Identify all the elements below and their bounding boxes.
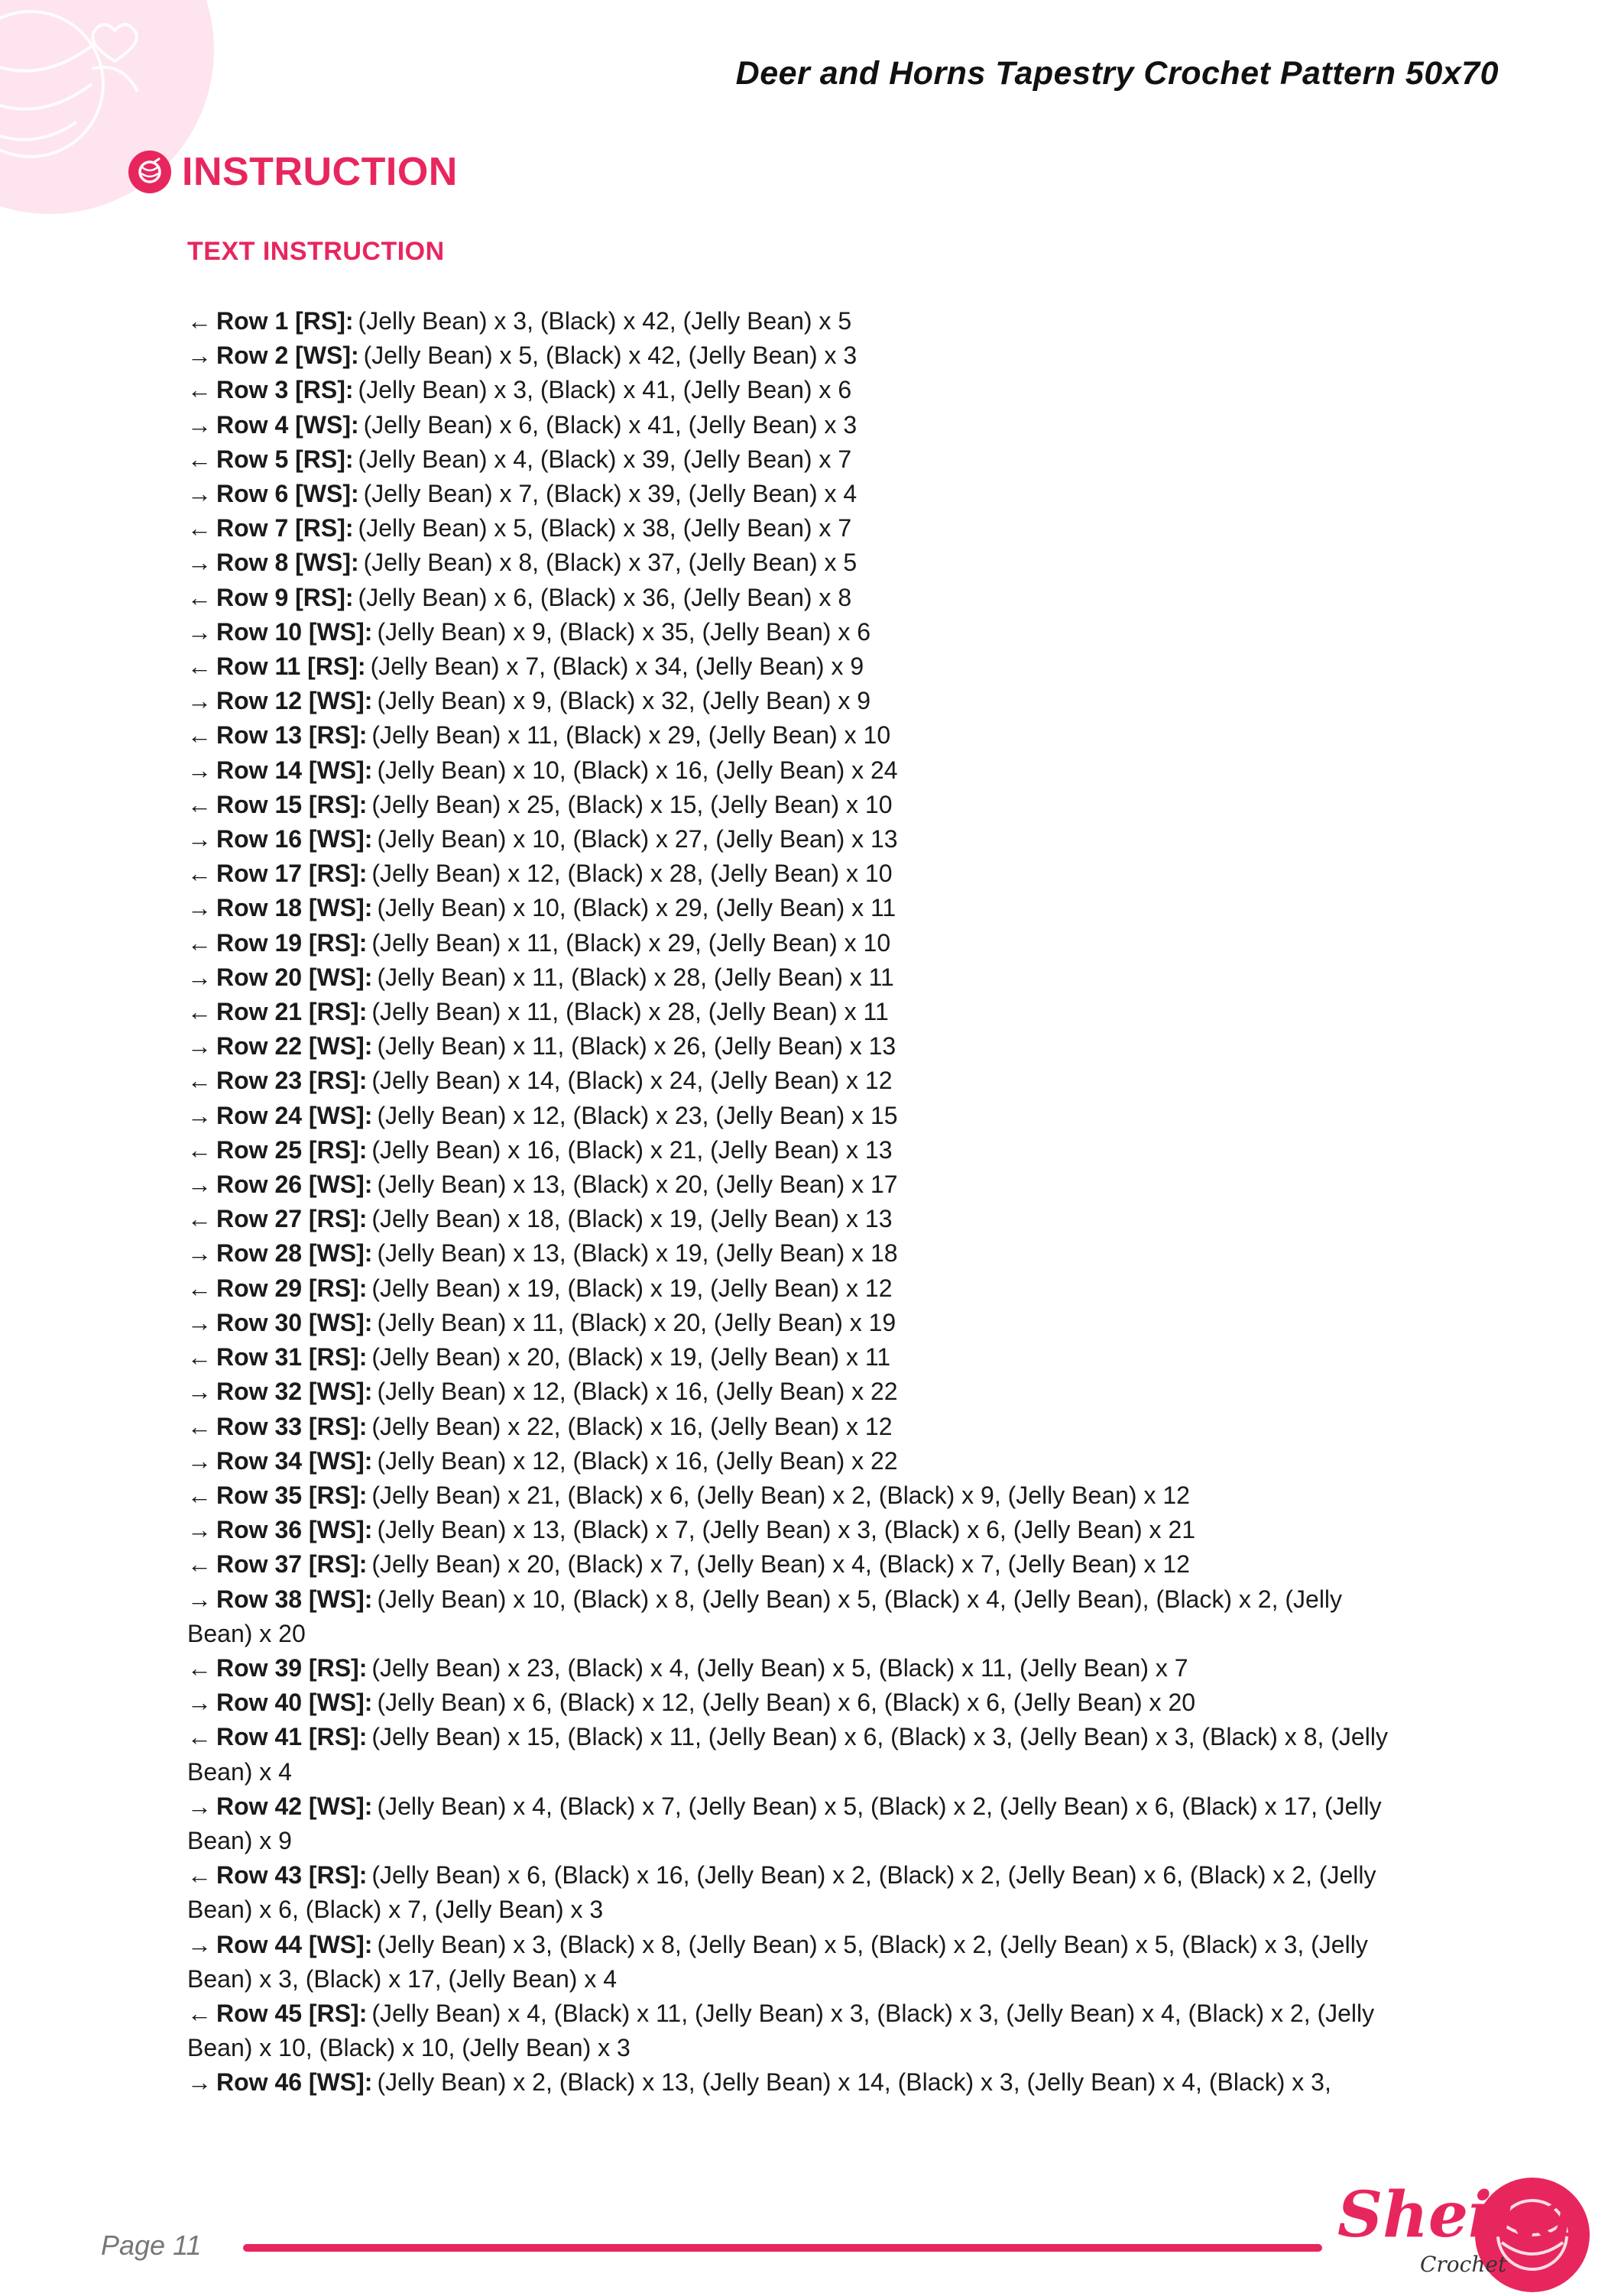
instruction-row	[187, 1686, 1410, 1720]
row-label: Row 31 [RS]:	[216, 1343, 368, 1371]
row-label: Row 43 [RS]:	[216, 1861, 368, 1890]
instruction-row	[187, 649, 1410, 684]
row-label: Row 21 [RS]:	[216, 998, 368, 1026]
row-instruction-text: (Jelly Bean) x 5, (Black) x 42, (Jelly Bean) x 3	[363, 342, 858, 370]
instruction-row	[187, 1513, 1410, 1547]
row-instruction-text: (Jelly Bean) x 8, (Black) x 37, (Jelly Bean) x 5	[363, 549, 858, 577]
row-instruction-text: (Jelly Bean) x 10, (Black) x 27, (Jelly Bean) x 13	[377, 825, 898, 853]
row-label: Row 15 [RS]:	[216, 790, 368, 818]
arrow-right-icon: →	[187, 1171, 212, 1199]
row-instruction-text: (Jelly Bean) x 22, (Black) x 16, (Jelly Bean) x 12	[371, 1412, 893, 1440]
row-instruction-text: (Jelly Bean) x 13, (Black) x 7, (Jelly Bean) x 3, (Black) x 6, (Jelly Bean) x 21	[377, 1516, 1196, 1544]
instruction-row	[187, 857, 1410, 891]
row-instruction-text: (Jelly Bean) x 11, (Black) x 29, (Jelly Bean) x 10	[371, 721, 891, 750]
row-label: Row 12 [WS]:	[216, 687, 373, 715]
arrow-right-icon: →	[187, 687, 212, 715]
instruction-row	[187, 1133, 1410, 1167]
row-instruction-text: (Jelly Bean) x 6, (Black) x 41, (Jelly Bean) x 3	[363, 410, 858, 439]
arrow-right-icon: →	[187, 1516, 212, 1544]
instruction-row	[187, 926, 1410, 960]
instruction-row	[187, 1996, 1410, 2065]
row-instruction-text: (Jelly Bean) x 15, (Black) x 11, (Jelly Bean) x 6, (Black) x 3, (Jelly Bean) x 3, (Black) x 8, (Jelly Bean) x 4	[187, 1723, 1388, 1786]
instruction-row	[187, 1375, 1410, 1409]
instruction-row	[187, 1271, 1410, 1306]
row-label: Row 22 [WS]:	[216, 1032, 373, 1061]
instruction-row	[187, 408, 1410, 442]
instruction-row	[187, 684, 1410, 718]
row-label: Row 4 [WS]:	[216, 410, 359, 439]
row-instruction-text: (Jelly Bean) x 12, (Black) x 16, (Jelly Bean) x 22	[377, 1378, 898, 1406]
row-label: Row 16 [WS]:	[216, 825, 373, 853]
row-label: Row 38 [WS]:	[216, 1585, 373, 1613]
arrow-left-icon: ←	[187, 1205, 212, 1233]
arrow-right-icon: →	[187, 1378, 212, 1406]
row-label: Row 35 [RS]:	[216, 1481, 368, 1509]
row-label: Row 33 [RS]:	[216, 1412, 368, 1440]
row-instruction-text: (Jelly Bean) x 3, (Black) x 41, (Jelly Bean) x 6	[358, 376, 852, 404]
row-label: Row 23 [RS]:	[216, 1067, 368, 1095]
document-title: Deer and Horns Tapestry Crochet Pattern 50x70	[735, 55, 1499, 92]
row-label: Row 25 [RS]:	[216, 1135, 368, 1164]
arrow-left-icon: ←	[187, 1412, 212, 1440]
instruction-row	[187, 511, 1410, 546]
arrow-left-icon: ←	[187, 790, 212, 818]
row-instruction-text: (Jelly Bean) x 20, (Black) x 19, (Jelly Bean) x 11	[371, 1343, 891, 1371]
instruction-row	[187, 1202, 1410, 1236]
arrow-right-icon: →	[187, 1101, 212, 1129]
row-label: Row 32 [WS]:	[216, 1378, 373, 1406]
row-instruction-text: (Jelly Bean) x 9, (Black) x 35, (Jelly Bean) x 6	[377, 617, 870, 646]
arrow-right-icon: →	[187, 1032, 212, 1061]
row-label: Row 10 [WS]:	[216, 617, 373, 646]
arrow-right-icon: →	[187, 756, 212, 784]
arrow-left-icon: ←	[187, 445, 212, 473]
arrow-right-icon: →	[187, 2068, 212, 2097]
arrow-left-icon: ←	[187, 1274, 212, 1302]
arrow-left-icon: ←	[187, 928, 212, 957]
instruction-row	[187, 546, 1410, 580]
row-instruction-text: (Jelly Bean) x 11, (Black) x 26, (Jelly Bean) x 13	[377, 1032, 896, 1061]
row-instruction-text: (Jelly Bean) x 23, (Black) x 4, (Jelly Bean) x 5, (Black) x 11, (Jelly Bean) x 7	[371, 1653, 1188, 1682]
row-instruction-text: (Jelly Bean) x 4, (Black) x 11, (Jelly Bean) x 3, (Black) x 3, (Jelly Bean) x 4, (Black) x 2, (Jelly Bean) x 10, (Black) x 10, (Jelly Bean) x 3	[187, 1999, 1375, 2062]
row-label: Row 3 [RS]:	[216, 376, 354, 404]
row-label: Row 1 [RS]:	[216, 307, 354, 335]
row-instruction-text: (Jelly Bean) x 12, (Black) x 23, (Jelly Bean) x 15	[377, 1101, 898, 1129]
row-instruction-text: (Jelly Bean) x 12, (Black) x 16, (Jelly Bean) x 22	[377, 1446, 898, 1475]
instruction-row	[187, 1651, 1410, 1686]
instruction-row	[187, 1444, 1410, 1478]
instruction-row	[187, 1306, 1410, 1340]
instruction-row	[187, 1167, 1410, 1202]
arrow-left-icon: ←	[187, 1481, 212, 1509]
row-label: Row 42 [WS]:	[216, 1792, 373, 1820]
arrow-left-icon: ←	[187, 1723, 212, 1751]
instruction-row	[187, 1547, 1410, 1582]
arrow-left-icon: ←	[187, 514, 212, 542]
row-instruction-text: (Jelly Bean) x 19, (Black) x 19, (Jelly Bean) x 12	[371, 1274, 893, 1302]
arrow-right-icon: →	[187, 1585, 212, 1613]
row-instruction-text: (Jelly Bean) x 7, (Black) x 34, (Jelly Bean) x 9	[370, 653, 864, 681]
brand-logo	[1330, 2170, 1605, 2292]
brand-name: Sheika	[1337, 2178, 1577, 2252]
instruction-row	[187, 304, 1410, 338]
arrow-left-icon: ←	[187, 1343, 212, 1371]
row-instruction-text: (Jelly Bean) x 5, (Black) x 38, (Jelly Bean) x 7	[358, 514, 852, 542]
instruction-row	[187, 960, 1410, 995]
arrow-right-icon: →	[187, 1308, 212, 1336]
text-instruction-subheading: TEXT INSTRUCTION	[187, 237, 445, 266]
row-label: Row 44 [WS]:	[216, 1930, 373, 1958]
row-label: Row 8 [WS]:	[216, 549, 359, 577]
arrow-right-icon: →	[187, 1792, 212, 1820]
instruction-row	[187, 338, 1410, 373]
row-instruction-text: (Jelly Bean) x 13, (Black) x 19, (Jelly Bean) x 18	[377, 1239, 898, 1268]
row-label: Row 11 [RS]:	[216, 653, 366, 681]
row-label: Row 17 [RS]:	[216, 860, 368, 888]
instruction-row	[187, 373, 1410, 407]
row-label: Row 39 [RS]:	[216, 1653, 368, 1682]
arrow-right-icon: →	[187, 480, 212, 508]
arrow-left-icon: ←	[187, 1653, 212, 1682]
instruction-row	[187, 1858, 1410, 1927]
row-label: Row 2 [WS]:	[216, 342, 359, 370]
instruction-row	[187, 615, 1410, 649]
section-title: INSTRUCTION	[182, 150, 458, 194]
arrow-left-icon: ←	[187, 721, 212, 750]
instruction-row	[187, 753, 1410, 788]
yarn-ball-icon	[128, 151, 171, 193]
instruction-row	[187, 718, 1410, 753]
row-instruction-text: (Jelly Bean) x 7, (Black) x 39, (Jelly Bean) x 4	[363, 480, 858, 508]
row-instruction-text: (Jelly Bean) x 10, (Black) x 29, (Jelly Bean) x 11	[377, 894, 896, 922]
instruction-row	[187, 1582, 1410, 1651]
row-label: Row 19 [RS]:	[216, 928, 368, 957]
arrow-right-icon: →	[187, 894, 212, 922]
row-label: Row 36 [WS]:	[216, 1516, 373, 1544]
arrow-right-icon: →	[187, 1446, 212, 1475]
instruction-row	[187, 1720, 1410, 1789]
instruction-row	[187, 1789, 1410, 1858]
row-label: Row 30 [WS]:	[216, 1308, 373, 1336]
instruction-row	[187, 1340, 1410, 1375]
row-label: Row 27 [RS]:	[216, 1205, 368, 1233]
row-label: Row 14 [WS]:	[216, 756, 373, 784]
instruction-row	[187, 1099, 1410, 1133]
row-instruction-text: (Jelly Bean) x 14, (Black) x 24, (Jelly Bean) x 12	[371, 1067, 893, 1095]
row-instruction-text: (Jelly Bean) x 6, (Black) x 16, (Jelly Bean) x 2, (Black) x 2, (Jelly Bean) x 6, (Black) x 2, (Jelly Bean) x 6, (Black) x 7, (Jelly Bean) x 3	[187, 1861, 1376, 1924]
arrow-left-icon: ←	[187, 653, 212, 681]
instruction-row	[187, 822, 1410, 857]
row-instruction-text: (Jelly Bean) x 25, (Black) x 15, (Jelly Bean) x 10	[371, 790, 893, 818]
page-number: Page 11	[101, 2230, 202, 2261]
arrow-right-icon: →	[187, 1930, 212, 1958]
instruction-row	[187, 1478, 1410, 1513]
section-heading	[128, 149, 458, 195]
arrow-right-icon: →	[187, 410, 212, 439]
instruction-row	[187, 788, 1410, 822]
instruction-row	[187, 995, 1410, 1029]
row-instruction-text: (Jelly Bean) x 6, (Black) x 36, (Jelly Bean) x 8	[358, 583, 852, 611]
arrow-left-icon: ←	[187, 307, 212, 335]
footer-divider	[243, 2244, 1322, 2252]
arrow-right-icon: →	[187, 342, 212, 370]
row-label: Row 5 [RS]:	[216, 445, 354, 473]
row-instruction-text: (Jelly Bean) x 11, (Black) x 28, (Jelly Bean) x 11	[371, 998, 889, 1026]
row-instruction-text: (Jelly Bean) x 12, (Black) x 28, (Jelly Bean) x 10	[371, 860, 893, 888]
row-instruction-text: (Jelly Bean) x 10, (Black) x 16, (Jelly Bean) x 24	[377, 756, 898, 784]
row-instruction-text: (Jelly Bean) x 4, (Black) x 39, (Jelly Bean) x 7	[358, 445, 852, 473]
arrow-left-icon: ←	[187, 1999, 212, 2027]
row-label: Row 24 [WS]:	[216, 1101, 373, 1129]
instruction-row	[187, 1064, 1410, 1098]
row-label: Row 13 [RS]:	[216, 721, 368, 750]
row-instruction-text: (Jelly Bean) x 11, (Black) x 20, (Jelly Bean) x 19	[377, 1308, 896, 1336]
row-instruction-text: (Jelly Bean) x 4, (Black) x 7, (Jelly Bean) x 5, (Black) x 2, (Jelly Bean) x 6, (Black) x 17, (Jelly Bean) x 9	[187, 1792, 1382, 1854]
row-instruction-text: (Jelly Bean) x 16, (Black) x 21, (Jelly Bean) x 13	[371, 1135, 893, 1164]
instruction-row	[187, 442, 1410, 477]
row-label: Row 26 [WS]:	[216, 1171, 373, 1199]
instruction-row	[187, 891, 1410, 925]
row-instruction-text: (Jelly Bean) x 11, (Black) x 29, (Jelly Bean) x 10	[371, 928, 891, 957]
row-instruction-text: (Jelly Bean) x 11, (Black) x 28, (Jelly Bean) x 11	[377, 963, 894, 991]
arrow-left-icon: ←	[187, 1861, 212, 1890]
row-instruction-text: (Jelly Bean) x 13, (Black) x 20, (Jelly Bean) x 17	[377, 1171, 898, 1199]
row-label: Row 7 [RS]:	[216, 514, 354, 542]
row-label: Row 37 [RS]:	[216, 1550, 368, 1579]
arrow-right-icon: →	[187, 963, 212, 991]
row-label: Row 9 [RS]:	[216, 583, 354, 611]
arrow-left-icon: ←	[187, 1550, 212, 1579]
row-label: Row 20 [WS]:	[216, 963, 373, 991]
instruction-row	[187, 581, 1410, 615]
arrow-left-icon: ←	[187, 998, 212, 1026]
instruction-row	[187, 1029, 1410, 1064]
arrow-left-icon: ←	[187, 376, 212, 404]
instruction-rows	[187, 304, 1410, 2100]
row-label: Row 18 [WS]:	[216, 894, 373, 922]
arrow-left-icon: ←	[187, 1135, 212, 1164]
arrow-left-icon: ←	[187, 860, 212, 888]
row-instruction-text: (Jelly Bean) x 21, (Black) x 6, (Jelly Bean) x 2, (Black) x 9, (Jelly Bean) x 12	[371, 1481, 1190, 1509]
row-label: Row 45 [RS]:	[216, 1999, 368, 2027]
instruction-row	[187, 1236, 1410, 1271]
row-label: Row 34 [WS]:	[216, 1446, 373, 1475]
instruction-row	[187, 1928, 1410, 1996]
row-instruction-text: (Jelly Bean) x 2, (Black) x 13, (Jelly Bean) x 14, (Black) x 3, (Jelly Bean) x 4, (Black) x 3,	[377, 2068, 1331, 2097]
row-instruction-text: (Jelly Bean) x 3, (Black) x 8, (Jelly Bean) x 5, (Black) x 2, (Jelly Bean) x 5, (Black) x 3, (Jelly Bean) x 3, (Black) x 17, (Jelly Bean) x 4	[187, 1930, 1368, 1993]
arrow-right-icon: →	[187, 1239, 212, 1268]
arrow-right-icon: →	[187, 1689, 212, 1717]
row-label: Row 40 [WS]:	[216, 1689, 373, 1717]
brand-subtitle: Crochet	[1420, 2252, 1507, 2277]
arrow-left-icon: ←	[187, 1067, 212, 1095]
instruction-row	[187, 477, 1410, 511]
instruction-row	[187, 2065, 1410, 2100]
row-instruction-text: (Jelly Bean) x 20, (Black) x 7, (Jelly Bean) x 4, (Black) x 7, (Jelly Bean) x 12	[371, 1550, 1190, 1579]
row-instruction-text: (Jelly Bean) x 3, (Black) x 42, (Jelly Bean) x 5	[358, 307, 852, 335]
row-label: Row 28 [WS]:	[216, 1239, 373, 1268]
arrow-left-icon: ←	[187, 583, 212, 611]
row-instruction-text: (Jelly Bean) x 10, (Black) x 8, (Jelly Bean) x 5, (Black) x 4, (Jelly Bean), (Black) x 2, (Jelly Bean) x 20	[187, 1585, 1343, 1647]
row-label: Row 41 [RS]:	[216, 1723, 368, 1751]
row-instruction-text: (Jelly Bean) x 6, (Black) x 12, (Jelly Bean) x 6, (Black) x 6, (Jelly Bean) x 20	[377, 1689, 1196, 1717]
row-label: Row 46 [WS]:	[216, 2068, 373, 2097]
row-label: Row 29 [RS]:	[216, 1274, 368, 1302]
arrow-right-icon: →	[187, 549, 212, 577]
row-instruction-text: (Jelly Bean) x 18, (Black) x 19, (Jelly Bean) x 13	[371, 1205, 893, 1233]
row-label: Row 6 [WS]:	[216, 480, 359, 508]
arrow-right-icon: →	[187, 825, 212, 853]
row-instruction-text: (Jelly Bean) x 9, (Black) x 32, (Jelly Bean) x 9	[377, 687, 870, 715]
instruction-row	[187, 1410, 1410, 1444]
arrow-right-icon: →	[187, 617, 212, 646]
